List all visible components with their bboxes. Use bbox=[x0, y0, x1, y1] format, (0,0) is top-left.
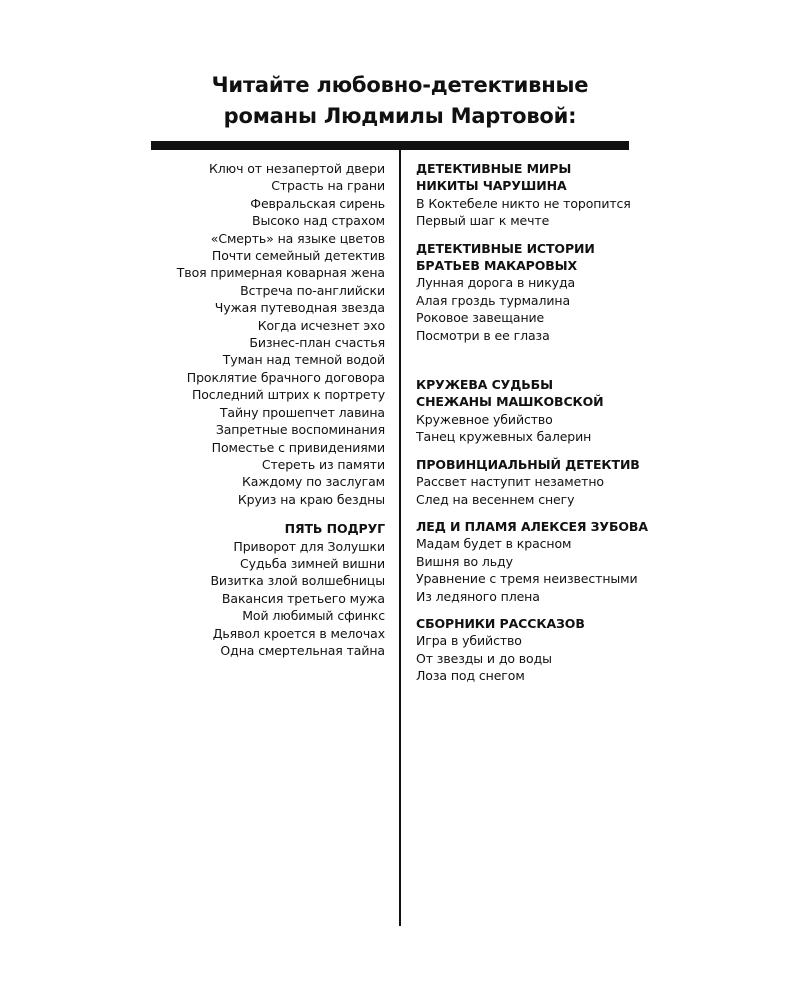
series-heading: СБОРНИКИ РАССКАЗОВ bbox=[416, 615, 585, 631]
series-heading: СНЕЖАНЫ МАШКОВСКОЙ bbox=[416, 394, 604, 410]
book-title: Февральская сирень bbox=[250, 195, 385, 211]
book-title: Одна смертельная тайна bbox=[220, 642, 385, 658]
book-title: Приворот для Золушки bbox=[233, 538, 385, 554]
book-title: В Коктебеле никто не торопится bbox=[416, 195, 631, 211]
book-title: Первый шаг к мечте bbox=[416, 213, 550, 229]
book-title: Игра в убийство bbox=[416, 633, 522, 649]
series-heading: ПЯТЬ ПОДРУГ bbox=[284, 521, 385, 537]
book-title: Кружевное убийство bbox=[416, 411, 553, 427]
column-divider bbox=[399, 150, 401, 926]
heading-rule bbox=[151, 141, 629, 150]
book-title: Посмотри в ее глаза bbox=[416, 327, 550, 343]
book-title: Танец кружевных балерин bbox=[416, 429, 592, 445]
right-column bbox=[416, 160, 666, 685]
series-heading: ЛЕД И ПЛАМЯ АЛЕКСЕЯ ЗУБОВА bbox=[416, 518, 648, 534]
book-title: Лунная дорога в никуда bbox=[416, 275, 576, 291]
page-heading bbox=[0, 70, 800, 132]
book-title: Высоко над страхом bbox=[251, 213, 385, 229]
heading-line-2: романы Людмилы Мартовой: bbox=[223, 104, 577, 128]
series-heading: НИКИТЫ ЧАРУШИНА bbox=[416, 178, 567, 194]
book-title: Мадам будет в красном bbox=[416, 536, 572, 552]
book-title: Лоза под снегом bbox=[416, 668, 525, 684]
series-heading: ДЕТЕКТИВНЫЕ ИСТОРИИ bbox=[416, 240, 595, 256]
book-title: Роковое завещание bbox=[416, 310, 545, 326]
book-title: Тайну прошепчет лавина bbox=[219, 404, 385, 420]
book-title: Круиз на краю бездны bbox=[237, 491, 385, 507]
left-column bbox=[135, 160, 385, 659]
book-title: Последний штрих к портрету bbox=[191, 387, 385, 403]
book-title: От звезды и до воды bbox=[416, 650, 552, 666]
series-heading: ДЕТЕКТИВНЫЕ МИРЫ bbox=[416, 161, 572, 176]
book-title: Страсть на грани bbox=[271, 178, 385, 194]
book-title: Почти семейный детектив bbox=[211, 248, 385, 264]
book-title: Твоя примерная коварная жена bbox=[176, 265, 385, 281]
book-title: Поместье с привидениями bbox=[211, 439, 385, 455]
book-title: Каждому по заслугам bbox=[241, 474, 385, 490]
book-title: Алая гроздь турмалина bbox=[416, 292, 571, 308]
book-title: Вакансия третьего мужа bbox=[221, 590, 385, 606]
series-heading: ПРОВИНЦИАЛЬНЫЙ ДЕТЕКТИВ bbox=[416, 456, 640, 472]
book-title: «Смерть» на языке цветов bbox=[210, 230, 385, 246]
book-title: Судьба зимней вишни bbox=[240, 555, 385, 571]
book-title: Когда исчезнет эхо bbox=[257, 317, 385, 333]
book-title: Дьявол кроется в мелочах bbox=[212, 625, 385, 641]
series-heading: БРАТЬЕВ МАКАРОВЫХ bbox=[416, 258, 578, 274]
book-title: Уравнение с тремя неизвестными bbox=[416, 571, 638, 587]
book-title: Бизнес-план счастья bbox=[249, 335, 385, 351]
book-title: Визитка злой волшебницы bbox=[210, 573, 385, 589]
book-title: Туман над темной водой bbox=[222, 352, 385, 368]
book-title: Запретные воспоминания bbox=[215, 422, 385, 438]
book-title: Чужая путеводная звезда bbox=[214, 300, 385, 316]
book-title: Мой любимый сфинкс bbox=[242, 608, 385, 624]
book-title: Стереть из памяти bbox=[261, 456, 385, 472]
series-heading: КРУЖЕВА СУДЬБЫ bbox=[416, 377, 553, 393]
book-title: Встреча по-английски bbox=[240, 282, 385, 298]
book-title: Проклятие брачного договора bbox=[186, 369, 385, 385]
heading-line-1: Читайте любовно-детективные bbox=[211, 73, 589, 97]
book-title: Ключ от незапертой двери bbox=[209, 161, 385, 176]
book-title: Рассвет наступит незаметно bbox=[416, 474, 604, 490]
book-title: Вишня во льду bbox=[416, 553, 513, 569]
book-title: След на весеннем снегу bbox=[416, 491, 575, 507]
book-title: Из ледяного плена bbox=[416, 588, 540, 604]
